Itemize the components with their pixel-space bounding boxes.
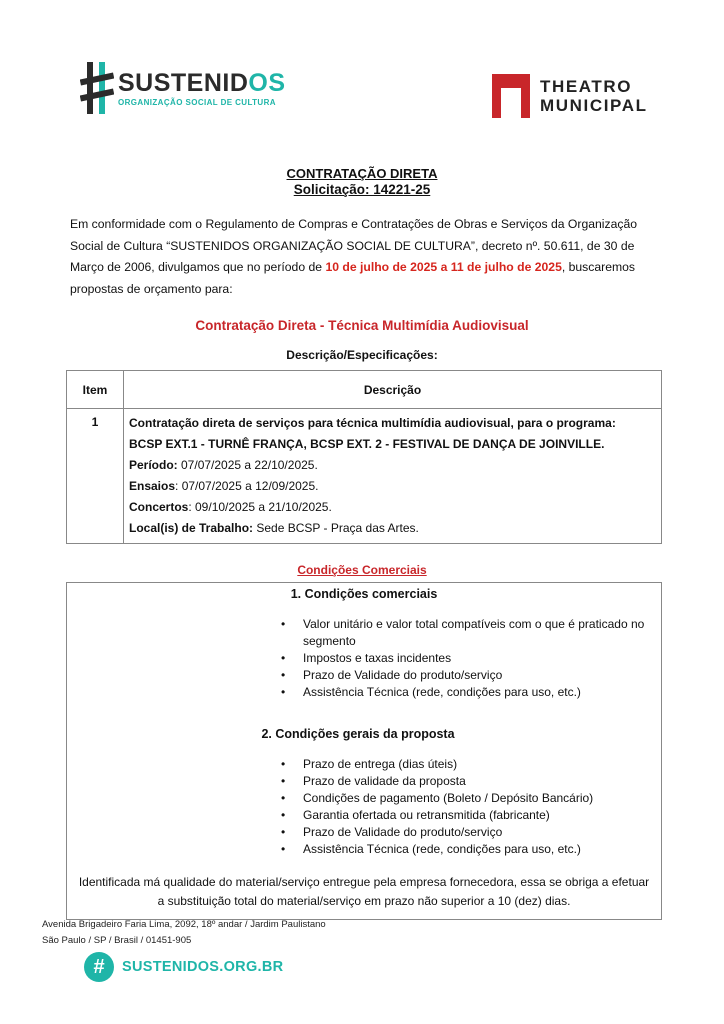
section-title: Contratação Direta - Técnica Multimídia Audiovisual — [195, 318, 529, 333]
group1-title: 1. Condições comerciais — [290, 587, 438, 601]
address-line1: Avenida Brigadeiro Faria Lima, 2092, 18º andar / Jardim Paulistano — [42, 919, 326, 930]
specification-table — [66, 370, 662, 544]
theatro-arch-icon — [490, 74, 532, 118]
document-title — [0, 166, 724, 198]
table-row — [67, 409, 661, 543]
group1-list — [281, 616, 653, 701]
list-item: • Condições de pagamento (Boleto / Depósito Bancário) — [281, 791, 594, 805]
address-line2: São Paulo / SP / Brasil / 01451-905 — [42, 934, 192, 946]
local-line: Local(is) de Trabalho: Sede BCSP - Praça das Artes. — [129, 521, 419, 535]
list-item: • Prazo de Validade do produto/serviço — [281, 825, 503, 839]
group2-title: 2. Condições gerais da proposta — [261, 727, 455, 741]
list-item: • Garantia ofertada ou retransmitida (fabricante) — [281, 808, 550, 822]
periodo-line: Período: 07/07/2025 a 22/10/2025. — [129, 458, 318, 472]
table-header — [67, 371, 661, 409]
description-line2: BCSP EXT.1 - TURNÊ FRANÇA, BCSP EXT. 2 - FESTIVAL DE DANÇA DE JOINVILLE. — [129, 437, 605, 451]
group2-list — [281, 756, 653, 858]
list-item: • Assistência Técnica (rede, condições para uso, etc.) — [281, 685, 581, 699]
closing-statement: Identificada má qualidade do material/serviço entregue pela empresa fornecedora, essa se obriga a efetuar a substituição total do material/serviço em prazo não superior a 10 (dez) dias. — [78, 875, 650, 908]
list-item: • Valor unitário e valor total compatíveis com o que é praticado no segmento — [281, 617, 645, 648]
list-item: • Prazo de entrega (dias úteis) — [281, 757, 458, 771]
header-item: Item — [67, 371, 124, 408]
footer-address — [42, 917, 326, 948]
solicitation-number: Solicitação: 14221-25 — [293, 182, 431, 197]
list-item: • Prazo de validade da proposta — [281, 774, 466, 788]
header-description: Descrição — [363, 382, 422, 397]
title-line1: CONTRATAÇÃO DIRETA — [286, 166, 438, 181]
intro-paragraph: Em conformidade com o Regulamento de Compras e Contratações de Obras e Serviços da Organização Social de Cultura “SUSTENIDOS ORGANIZAÇÃO SOCIAL DE CULTURA”, decreto nº. 50.611, de 30 de Março de 2006, divulgamos que no período de 10 de julho de 2025 a 11 de julho de 2025, buscaremos propostas de orçamento para: — [70, 217, 638, 296]
description-heading: Descrição/Especificações: — [286, 348, 438, 362]
theatro-municipal-logo — [490, 74, 648, 118]
list-item: • Assistência Técnica (rede, condições para uso, etc.) — [281, 842, 581, 856]
row-item-number: 1 — [67, 409, 124, 543]
hash-logo-icon — [80, 62, 114, 114]
website-link[interactable]: SUSTENIDOS.ORG.BR — [122, 959, 284, 975]
row-description — [124, 409, 661, 543]
concertos-line: Concertos: 09/10/2025 a 21/10/2025. — [129, 500, 332, 514]
list-item: • Impostos e taxas incidentes — [281, 651, 452, 665]
ensaios-line: Ensaios: 07/07/2025 a 12/09/2025. — [129, 479, 319, 493]
period-highlight: 10 de julho de 2025 a 11 de julho de 2025 — [325, 260, 562, 274]
municipal-word: MUNICIPAL — [540, 96, 648, 115]
footer-website[interactable] — [84, 952, 283, 982]
list-item: • Prazo de Validade do produto/serviço — [281, 668, 503, 682]
sustenidos-wordmark: SUSTENIDOS — [118, 68, 286, 97]
description-line1: Contratação direta de serviços para técnica multimídia audiovisual, para o programa: — [129, 416, 616, 430]
sustenidos-logo — [80, 62, 286, 114]
commercial-conditions-title: Condições Comerciais — [297, 563, 427, 577]
sustenidos-subtitle: ORGANIZAÇÃO SOCIAL DE CULTURA — [118, 97, 276, 107]
theatro-word: THEATRO — [540, 77, 633, 96]
hash-circle-icon: # — [84, 952, 114, 982]
conditions-box — [66, 582, 662, 920]
